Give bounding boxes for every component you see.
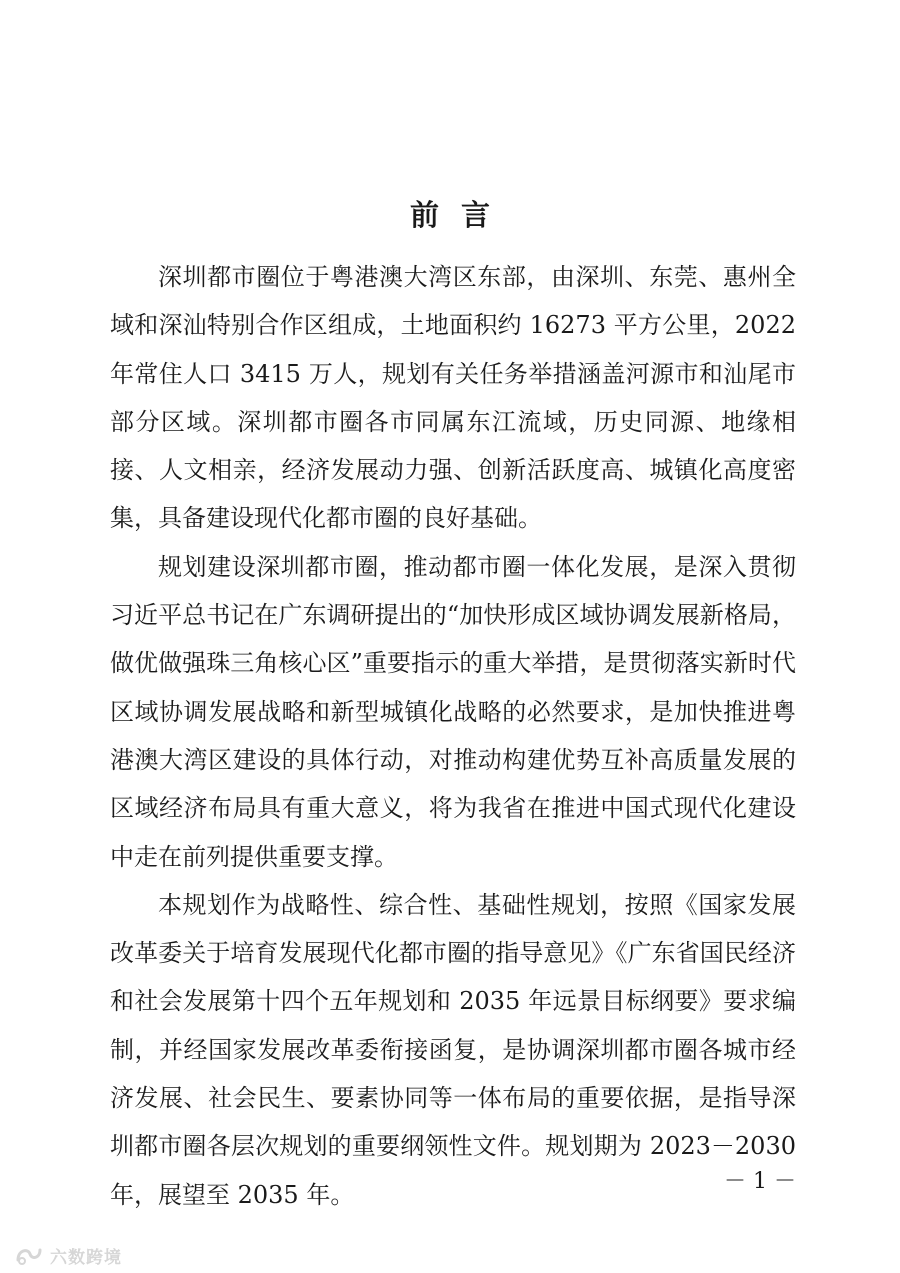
paragraph-significance: 规划建设深圳都市圈，推动都市圈一体化发展，是深入贯彻习近平总书记在广东调研提出的“加快形成区域协调发展新格局，做优做强珠三角核心区”重要指示的重大举措，是贯彻落实新时代区域协调发展战略和新型城镇化战略的必然要求，是加快推进粤港澳大湾区建设的具体行动，对推动构建优势互补高质量发展的区域经济布局具有重大意义，将为我省在推进中国式现代化建设中走在前列提供重要支撑。 bbox=[110, 552, 796, 871]
paragraph-intro: 深圳都市圈位于粤港澳大湾区东部，由深圳、东莞、惠州全域和深汕特别合作区组成，土地面积约 16273 平方公里，2022 年常住人口 3415 万人，规划有关任务举措涵盖河源市和汕尾市部分区域。深圳都市圈各市同属东江流域，历史同源、地缘相接、人文相亲，经济发展动力强、创新活跃度高、城镇化高度密集，具备建设现代化都市圈的良好基础。 bbox=[110, 263, 796, 533]
watermark-logo-icon bbox=[14, 1244, 44, 1266]
page-number: － 1 － bbox=[724, 1169, 796, 1194]
watermark bbox=[14, 1242, 122, 1268]
page-title: 前言 bbox=[409, 198, 512, 233]
watermark-text: 六数跨境 bbox=[50, 1247, 122, 1268]
paragraph-basis: 本规划作为战略性、综合性、基础性规划，按照《国家发展改革委关于培育发展现代化都市圈的指导意见》《广东省国民经济和社会发展第十四个五年规划和 2035 年远景目标纲要》要求编制，并经国家发展改革委衔接函复，是协调深圳都市圈各城市经济发展、社会民生、要素协同等一体布局的重要依据，是指导深圳都市圈各层次规划的重要纲领性文件。规划期为 2023－2030 年，展望至 2035 年。 bbox=[110, 890, 796, 1209]
document-body bbox=[110, 253, 796, 1219]
